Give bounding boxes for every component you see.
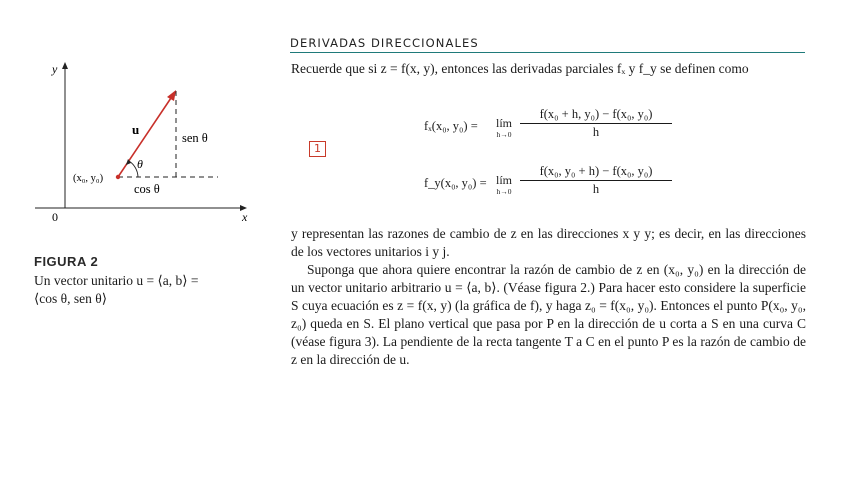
section-title: DERIVADAS DIRECCIONALES [290, 36, 805, 53]
equation-fy-lhs: f_y(x₀, y₀) = [424, 176, 487, 190]
y-axis-arrow [62, 62, 68, 69]
angle-label: θ [137, 157, 143, 171]
point-label: (x₀, y₀) [73, 173, 104, 184]
equation-fy-numerator: f(x₀, y₀ + h) − f(x₀, y₀) [520, 164, 672, 181]
equation-fy-limit [496, 174, 512, 198]
equation-fx-denominator: h [592, 125, 600, 139]
equation-fy-denominator: h [592, 182, 600, 196]
figure-2-diagram [30, 58, 260, 228]
figure-caption-label: FIGURA 2 [34, 254, 99, 269]
vertical-leg-label: sen θ [182, 131, 208, 145]
equation-fx-lhs: fₓ(x₀, y₀) = [424, 119, 478, 133]
equation-fy-lim-word: lím [496, 173, 513, 187]
equation-fy-lim-sub: h→0 [496, 187, 512, 196]
equation-fx-lim-sub: h→0 [496, 130, 512, 139]
x-axis-label: x [242, 210, 248, 224]
unit-vector-arrowhead [167, 90, 176, 101]
figure-caption-line-1: Un vector unitario u = ⟨a, b⟩ = [34, 273, 199, 288]
figure-caption-text [34, 272, 254, 308]
equation-fx-fraction [520, 107, 672, 140]
y-axis-label: y [52, 62, 58, 76]
intro-sentence: Recuerde que si z = f(x, y), entonces las derivadas parciales fₓ y f_y se definen como [291, 61, 749, 76]
equation-fx-limit [496, 117, 512, 141]
equation-fx-numerator: f(x₀ + h, y₀) − f(x₀, y₀) [520, 107, 672, 124]
horizontal-leg-label: cos θ [134, 182, 160, 196]
origin-label: 0 [52, 210, 58, 224]
figure-caption-line-2: ⟨cos θ, sen θ⟩ [34, 291, 107, 306]
paragraph-1: y representan las razones de cambio de z en las direcciones x y y; es decir, en las direcciones de los vectores unitarios i y j. [291, 226, 806, 259]
vector-label: u [132, 122, 140, 137]
base-point [116, 175, 120, 179]
equation-number-badge: 1 [309, 141, 326, 157]
figure-caption [34, 254, 254, 308]
equation-fx-lim-word: lím [496, 116, 513, 130]
paragraph-2: Suponga que ahora quiere encontrar la razón de cambio de z en (x₀, y₀) en la dirección de un vector unitario arbitrario u = ⟨a, b⟩. (Véase figura 2.) Para hacer esto considere la superficie S cuya ecuación es z = f(x, y) (la gráfica de f), y haga z₀ = f(x₀, y₀). Entonces el punto P(x₀, y₀, z₀) queda en S. El plano vertical que pasa por P en la dirección de u corta a S en una curva C (véase figura 3). La pendiente de la recta tangente T a C en el punto P es la razón de cambio de z en la dirección de u. [291, 262, 806, 367]
equation-fy-fraction [520, 164, 672, 197]
